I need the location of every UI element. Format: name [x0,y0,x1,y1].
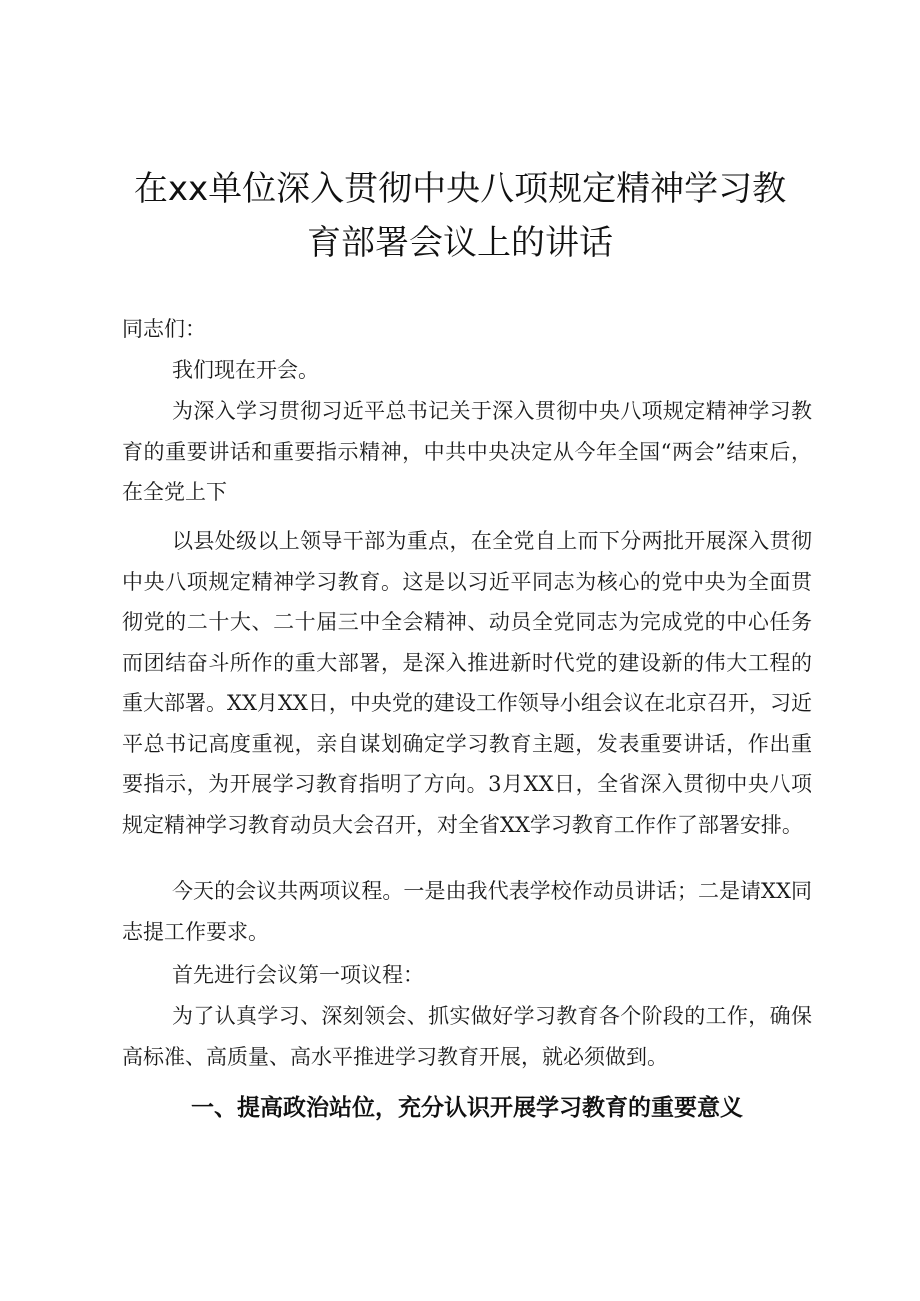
paragraph: 首先进行会议第一项议程： [172,963,424,987]
document-title-line-2: 育部署会议上的讲话 [307,223,613,263]
paragraph: 为深入学习贯彻习近平总书记关于深入贯彻中央八项规定精神学习教育的重要讲话和重要指示精神，中共中央决定从今年全国“两会”结束后，在全党上下 [122,399,812,504]
paragraph: 我们现在开会。 [172,358,319,382]
paragraph: 今天的会议共两项议程。一是由我代表学校作动员讲话；二是请XX同志提工作要求。 [122,879,812,944]
document-title-line-1: 在xx单位深入贯彻中央八项规定精神学习教 [133,169,787,209]
paragraph: 以县处级以上领导干部为重点，在全党自上而下分两批开展深入贯彻中央八项规定精神学习教育。这是以习近平同志为核心的党中央为全面贯彻党的二十大、二十届三中全会精神、动员全党同志为完成党的中心任务而团结奋斗所作的重大部署，是深入推进新时代党的建设新的伟大工程的重大部署。XX月XX日，中央党的建设工作领导小组会议在北京召开，习近平总书记高度重视，亲自谋划确定学习教育主题，发表重要讲话，作出重要指示，为开展学习教育指明了方向。3月XX日，全省深入贯彻中央八项规定精神学习教育动员大会召开，对全省XX学习教育工作作了部署安排。 [122,529,812,837]
section-heading: 一、提高政治站位，充分认识开展学习教育的重要意义 [191,1095,743,1121]
salutation: 同志们： [122,317,206,341]
paragraph: 为了认真学习、深刻领会、抓实做好学习教育各个阶段的工作，确保高标准、高质量、高水平推进学习教育开展，就必须做到。 [122,1004,812,1069]
